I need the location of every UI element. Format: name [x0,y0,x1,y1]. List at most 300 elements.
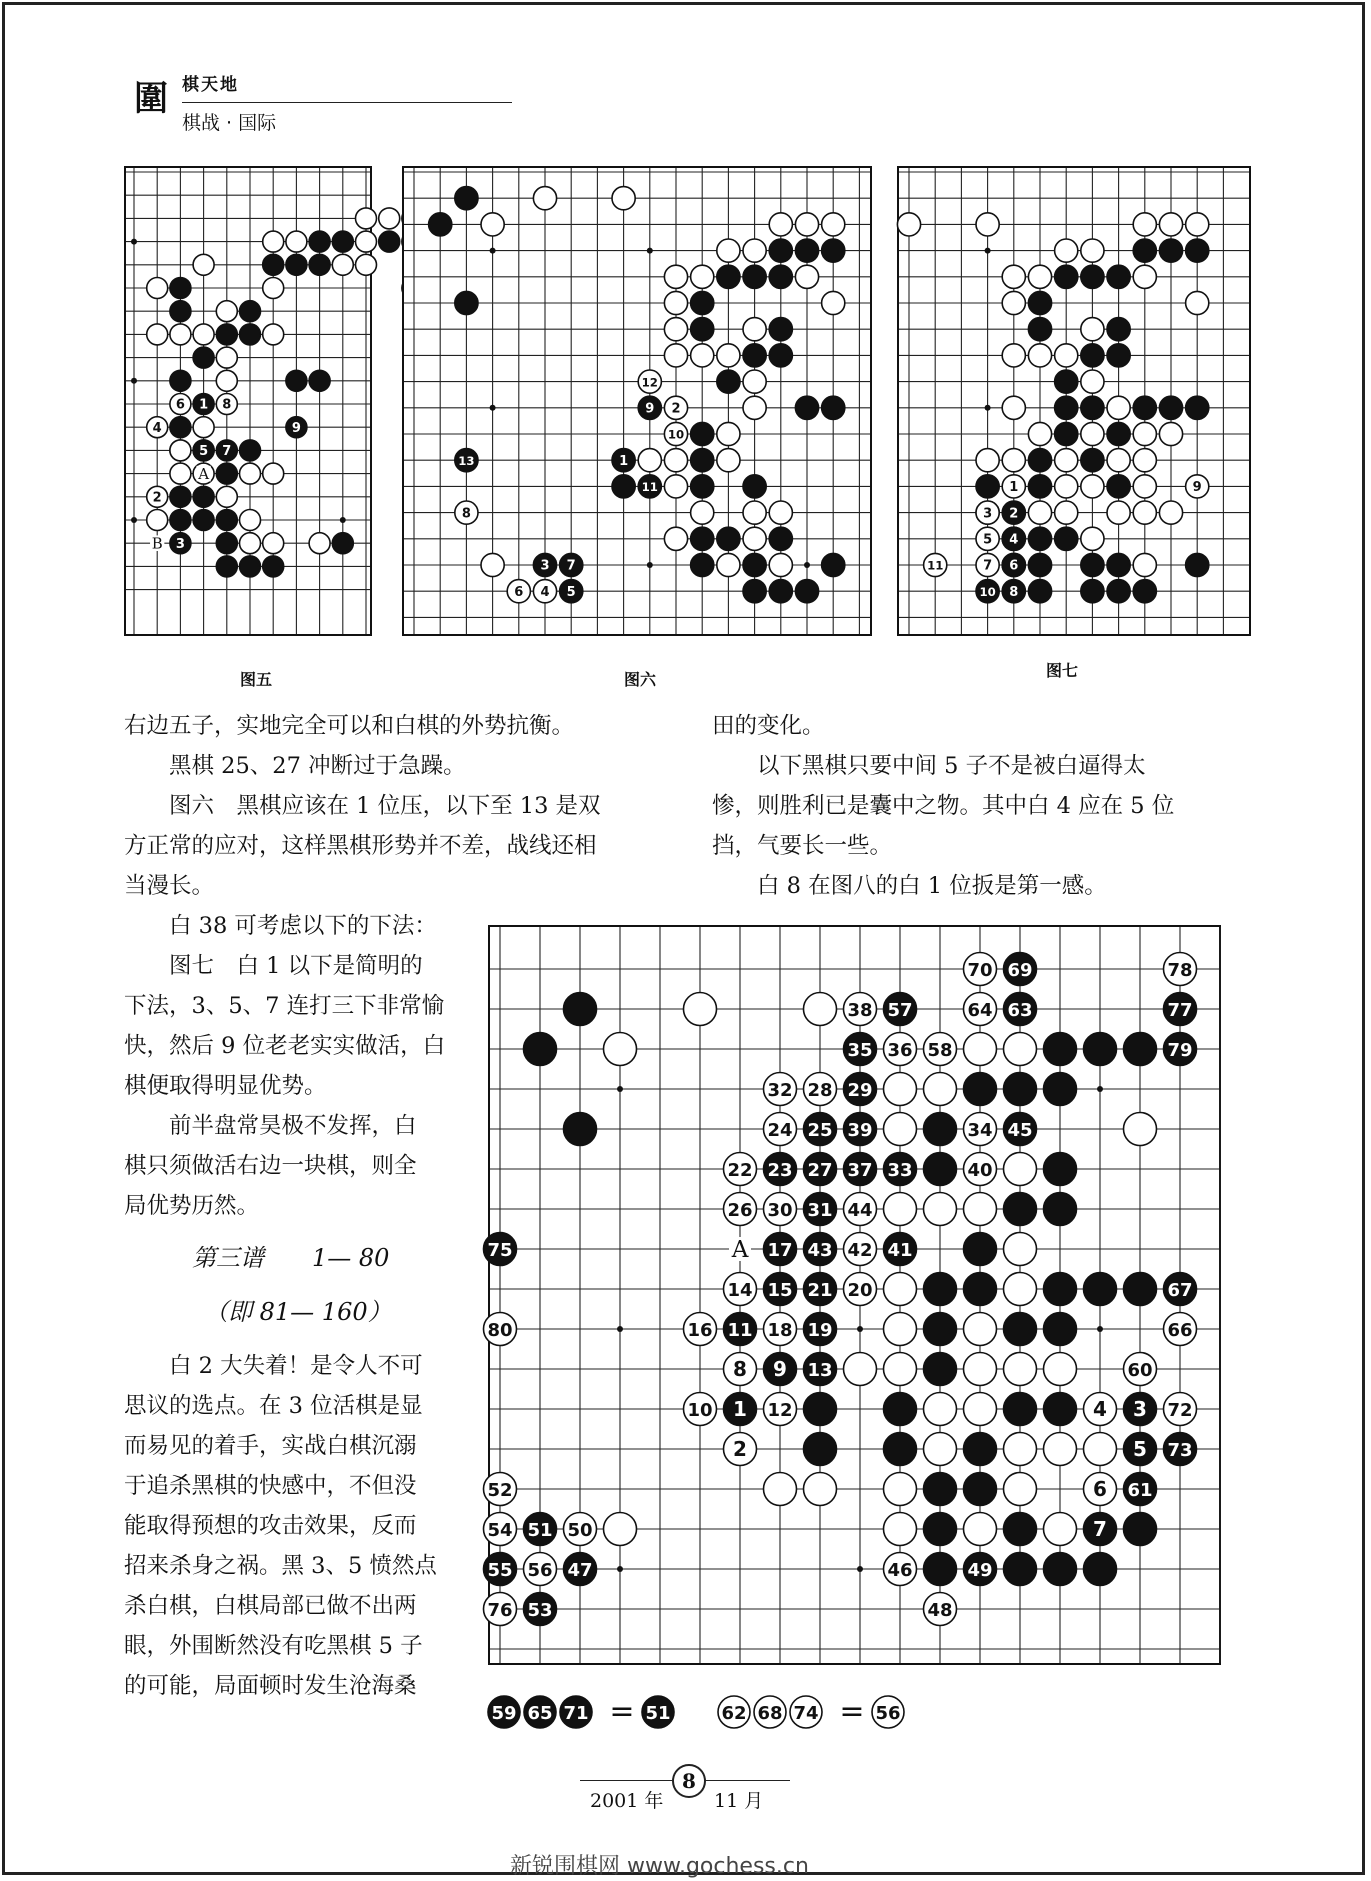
white-stone [964,1353,997,1386]
black-stone [1044,1193,1077,1226]
black-stone [1004,1313,1037,1346]
black-stone [1044,1033,1077,1066]
white-stone [884,1073,917,1106]
white-stone [1133,422,1156,445]
black-numbered-stone [612,475,635,498]
black-stone [1186,396,1209,419]
white-stone [1081,422,1104,445]
black-stone [769,318,792,341]
move-number: 75 [487,1240,513,1262]
move-number: 76 [487,1600,513,1622]
white-stone [1186,291,1209,314]
move-number: 39 [847,1120,873,1142]
black-stone [691,291,714,314]
go-diagram-7 [897,166,1253,638]
move-number: 63 [1007,1000,1033,1022]
go-game-record [488,925,1223,1665]
text-line: 挡，气要长一些。 [712,833,893,859]
go-diagram-5 [124,166,374,638]
white-stone [1159,422,1182,445]
white-stone [924,1193,957,1226]
black-stone [691,449,714,472]
move-number: 26 [727,1200,753,1222]
white-stone [1004,1233,1037,1266]
black-numbered-stone [240,440,261,461]
white-stone [664,318,687,341]
white-stone [795,213,818,236]
white-stone [1081,318,1104,341]
text-line: 黑棋 25、27 冲断过于急躁。 [124,753,466,779]
star-point [490,248,496,254]
black-stone [1004,1513,1037,1546]
black-numbered-stone [976,475,999,498]
caption-fig6: 图六 [624,670,657,689]
move-number: 51 [645,1703,671,1724]
watermark: 新锐围棋网 www.gochess.cn [510,1854,809,1879]
move-number: 21 [807,1280,833,1302]
text-line: 能取得预想的攻击效果，反而 [124,1513,417,1539]
move-number: 42 [847,1240,873,1262]
white-stone [897,213,920,236]
star-point [647,562,653,568]
black-stone [332,533,353,554]
black-stone [1133,580,1156,603]
move-number: 15 [767,1280,793,1302]
text-line: 下法，3、5、7 连打三下非常愉 [124,993,445,1019]
move-number: 4 [1009,532,1019,548]
text-line: 白 38 可考虑以下的下法： [124,913,437,939]
move-number: 1 [733,1397,747,1422]
black-stone [795,580,818,603]
white-stone [884,1193,917,1226]
black-stone [1107,580,1130,603]
white-stone [976,449,999,472]
white-stone [216,486,237,507]
white-stone [170,463,191,484]
white-stone [691,344,714,367]
move-number: 11 [641,480,658,495]
white-stone [769,553,792,576]
move-number: 4 [152,420,162,436]
white-stone [964,1033,997,1066]
equals-sign: = [609,1694,635,1729]
white-stone [924,1073,957,1106]
black-stone [743,344,766,367]
white-stone [717,344,740,367]
black-stone [1044,1073,1077,1106]
text-line: 右边五子，实地完全可以和白棋的外势抗衡。 [124,713,575,739]
move-number: 25 [807,1120,833,1142]
black-stone [1028,318,1051,341]
black-stone [769,580,792,603]
black-stone [691,475,714,498]
black-stone [564,1113,597,1146]
black-stone [1107,553,1130,576]
black-stone [964,1433,997,1466]
white-stone [664,265,687,288]
move-number: 20 [847,1280,873,1302]
caption-fig7: 图七 [1046,661,1079,680]
black-stone [216,510,237,531]
white-stone [1107,449,1130,472]
white-stone [884,1113,917,1146]
white-stone [691,265,714,288]
move-number: 38 [847,1000,873,1022]
move-number: 5 [1133,1437,1147,1462]
white-stone [822,213,845,236]
move-number: 71 [563,1703,589,1724]
black-stone [1133,396,1156,419]
star-point [617,1086,623,1092]
black-stone [240,324,261,345]
white-stone [664,527,687,550]
white-stone [356,208,377,229]
move-number: 53 [527,1600,553,1622]
text-line: 白 8 在图八的白 1 位扳是第一感。 [712,873,1107,899]
white-stone [263,231,284,252]
black-stone [1081,553,1104,576]
white-stone [743,501,766,524]
black-stone [309,370,330,391]
black-stone [309,231,330,252]
move-number: 7 [983,558,993,574]
black-stone [193,347,214,368]
black-stone [1055,265,1078,288]
white-stone [964,1193,997,1226]
move-number: 9 [1192,480,1202,496]
black-stone [924,1553,957,1586]
move-number: 44 [847,1200,873,1222]
white-stone [263,324,284,345]
white-stone [1004,1433,1037,1466]
black-stone [795,239,818,262]
black-stone [1055,527,1078,550]
move-number: 35 [847,1040,873,1062]
move-number: 7 [1093,1517,1107,1542]
white-stone [717,449,740,472]
white-numbered-stone [664,475,687,498]
move-number: 9 [773,1357,787,1382]
white-stone [743,318,766,341]
black-stone [1028,291,1051,314]
black-stone [964,1073,997,1106]
move-number: 8 [1009,584,1019,600]
black-stone [1081,344,1104,367]
white-stone [743,396,766,419]
move-number: 11 [927,558,944,573]
move-number: 9 [291,420,301,436]
black-stone [691,422,714,445]
black-stone [924,1273,957,1306]
white-stone [924,1393,957,1426]
black-stone [822,239,845,262]
white-stone [356,231,377,252]
white-stone [147,324,168,345]
star-point [1097,1326,1103,1332]
white-stone [1081,527,1104,550]
white-stone [844,1353,877,1386]
move-number: 12 [641,375,658,390]
caption-fig5: 图五 [240,670,273,689]
move-number: 8 [222,397,232,413]
header-rule [182,102,512,103]
black-stone [1107,422,1130,445]
star-point [647,248,653,254]
move-number: 52 [487,1480,513,1502]
black-stone [1044,1313,1077,1346]
white-stone [216,370,237,391]
move-number: 6 [175,397,185,413]
move-number: 13 [807,1360,833,1382]
move-number: 29 [847,1080,873,1102]
move-number: 5 [983,532,993,548]
move-number: 3 [1133,1397,1147,1422]
black-stone [1055,370,1078,393]
star-point [131,239,137,245]
black-stone [884,1393,917,1426]
move-number: 19 [807,1320,833,1342]
text-line: 当漫长。 [124,873,215,899]
black-stone [240,556,261,577]
black-stone [769,265,792,288]
white-stone [286,231,307,252]
move-number: 3 [983,506,993,522]
black-stone [743,580,766,603]
black-stone [170,510,191,531]
text-line: 棋只须做活右边一块棋，则全 [124,1153,417,1179]
white-stone [769,213,792,236]
move-number: 72 [1167,1400,1193,1422]
black-stone [1081,449,1104,472]
black-stone [286,254,307,275]
black-stone [924,1313,957,1346]
move-number: 2 [152,490,162,506]
move-number: 12 [767,1400,793,1422]
move-number: 58 [927,1040,953,1062]
move-number: 73 [1167,1440,1193,1462]
point-label: A [731,1237,749,1263]
text-line: 图七 白 1 以下是简明的 [124,953,423,979]
black-stone [193,486,214,507]
text-line: 的可能，局面顿时发生沧海桑 [124,1673,417,1699]
white-stone [263,278,284,299]
white-stone [1044,1353,1077,1386]
text-line: 方正常的应对，这样黑棋形势并不差，战线还相 [124,833,597,859]
black-stone [769,344,792,367]
star-point [1097,1086,1103,1092]
move-number: 40 [967,1160,993,1182]
black-stone [216,533,237,554]
black-stone [795,396,818,419]
move-number: 46 [887,1560,913,1582]
move-number: 9 [645,401,655,417]
black-stone [1124,1273,1157,1306]
point-label: A [198,464,209,483]
black-stone [240,301,261,322]
white-stone [612,187,635,210]
white-stone [1004,1273,1037,1306]
move-number: 80 [487,1320,513,1342]
move-number: 8 [733,1357,747,1382]
point-label: B [151,534,163,553]
black-stone [924,1113,957,1146]
black-stone [1028,527,1051,550]
game-record-title: 第三谱 1— 80 [192,1244,390,1272]
white-stone [884,1353,917,1386]
move-number: 79 [1167,1040,1193,1062]
white-stone [924,1433,957,1466]
black-stone [691,318,714,341]
black-stone [1107,475,1130,498]
white-stone [533,187,556,210]
move-number: 64 [967,1000,993,1022]
black-stone [964,1233,997,1266]
white-stone [1002,291,1025,314]
black-stone [964,1473,997,1506]
white-stone [1044,1513,1077,1546]
white-stone [1028,501,1051,524]
white-stone [1107,501,1130,524]
black-stone [691,553,714,576]
black-stone [1159,239,1182,262]
move-number: 65 [527,1703,553,1724]
white-stone [743,239,766,262]
white-stone [717,553,740,576]
black-stone [743,265,766,288]
move-number: 16 [687,1320,713,1342]
white-stone [1159,213,1182,236]
move-number: 49 [967,1560,993,1582]
move-number: 5 [566,584,576,600]
black-numbered-stone [170,417,191,438]
white-stone [976,213,999,236]
move-number: 6 [514,584,524,600]
star-point [617,1326,623,1332]
white-stone [1004,1473,1037,1506]
white-stone [170,324,191,345]
move-number: 67 [1167,1280,1193,1302]
move-number: 69 [1007,960,1033,982]
white-stone [717,422,740,445]
white-stone [1028,344,1051,367]
black-stone [309,254,330,275]
move-number: 41 [887,1240,913,1262]
white-stone [743,370,766,393]
white-stone [147,510,168,531]
black-stone [1004,1073,1037,1106]
white-stone [193,254,214,275]
black-stone [743,475,766,498]
white-stone [1081,370,1104,393]
white-stone [795,265,818,288]
move-number: 3 [175,536,185,552]
move-number: 62 [721,1703,747,1724]
move-number: 22 [727,1160,753,1182]
black-stone [1084,1273,1117,1306]
move-number: 51 [527,1520,553,1542]
white-stone [309,533,330,554]
move-number: 13 [458,453,475,468]
white-stone [1133,553,1156,576]
white-stone [664,449,687,472]
move-number: 77 [1167,1000,1193,1022]
white-stone [1055,344,1078,367]
move-number: 60 [1127,1360,1153,1382]
white-stone [1028,265,1051,288]
black-stone [1004,1193,1037,1226]
black-stone [691,527,714,550]
move-number: 17 [767,1240,793,1262]
white-stone [240,510,261,531]
white-stone [1055,449,1078,472]
white-stone [664,291,687,314]
white-stone [1133,449,1156,472]
black-stone [822,396,845,419]
text-line: 于追杀黑棋的快感中，不但没 [124,1473,417,1499]
black-numbered-stone [170,486,191,507]
go-diagram-6 [402,166,874,638]
move-number: 4 [1093,1397,1107,1422]
text-line: 以下黑棋只要中间 5 子不是被白逼得太 [712,753,1146,779]
black-stone [1081,580,1104,603]
white-stone [1002,265,1025,288]
text-line: 快，然后 9 位老老实实做活，白 [124,1033,446,1059]
white-stone [379,208,400,229]
move-number: 23 [767,1160,793,1182]
white-stone [638,449,661,472]
white-stone [822,291,845,314]
white-stone [964,1393,997,1426]
black-stone [1044,1273,1077,1306]
page-number: 8 [672,1764,706,1798]
move-number: 74 [793,1703,819,1724]
black-stone [286,370,307,391]
move-number: 6 [1009,558,1019,574]
text-line: 田的变化。 [712,713,825,739]
white-stone [884,1273,917,1306]
move-number: 10 [687,1400,713,1422]
star-point [131,378,137,384]
white-stone [884,1313,917,1346]
black-stone [170,278,191,299]
white-stone [240,463,261,484]
black-stone [924,1473,957,1506]
text-line: 杀白棋，白棋局部已做不出两 [124,1593,417,1619]
white-stone [884,1473,917,1506]
text-line: 前半盘常昊极不发挥，白 [124,1113,417,1139]
white-stone [1055,239,1078,262]
black-stone [564,993,597,1026]
white-stone [1004,1153,1037,1186]
black-stone [924,1153,957,1186]
black-stone [1044,1393,1077,1426]
star-point [857,1566,863,1572]
black-stone [1159,396,1182,419]
black-stone [455,187,478,210]
black-stone [1107,265,1130,288]
move-number: 24 [767,1120,793,1142]
black-stone [1004,1553,1037,1586]
black-stone [216,324,237,345]
footer-year: 2001 年 [590,1790,664,1812]
white-stone [481,553,504,576]
move-number: 55 [487,1560,513,1582]
white-numbered-stone [170,440,191,461]
white-stone [1133,213,1156,236]
white-stone [240,533,261,554]
black-stone [1055,422,1078,445]
white-stone [717,239,740,262]
